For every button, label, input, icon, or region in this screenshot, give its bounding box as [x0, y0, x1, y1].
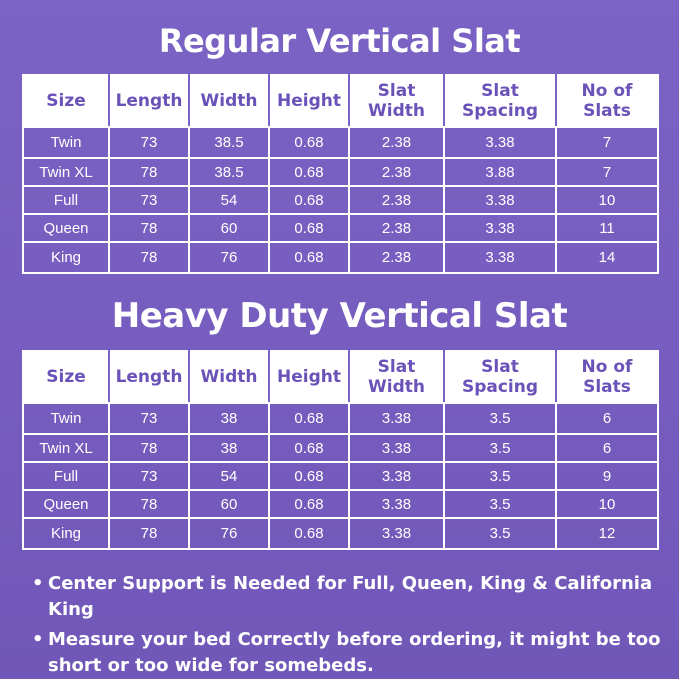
cell-slat-spacing: 3.38: [444, 186, 556, 214]
cell-slat-width: 3.38: [349, 490, 444, 518]
cell-length: 73: [109, 127, 189, 158]
cell-size: Twin: [23, 127, 109, 158]
cell-width: 38: [189, 434, 269, 462]
cell-width: 54: [189, 186, 269, 214]
cell-height: 0.68: [269, 242, 349, 273]
cell-width: 76: [189, 242, 269, 273]
cell-slat-spacing: 3.38: [444, 127, 556, 158]
bullet-icon: •: [32, 573, 44, 594]
cell-width: 38.5: [189, 127, 269, 158]
header-slat-spacing: Slat Spacing: [444, 75, 556, 127]
regular-slat-title: Regular Vertical Slat: [158, 22, 521, 60]
cell-slat-spacing: 3.38: [444, 242, 556, 273]
header-height: Height: [269, 75, 349, 127]
cell-length: 78: [109, 158, 189, 186]
table-row: [23, 186, 658, 214]
note-center-support: [32, 571, 662, 623]
heavy-duty-slat-table: [22, 350, 659, 550]
cell-width: 38: [189, 403, 269, 434]
cell-slat-width: 3.38: [349, 434, 444, 462]
cell-slat-spacing: 3.5: [444, 490, 556, 518]
bullet-icon: •: [32, 629, 44, 650]
cell-size: Twin: [23, 403, 109, 434]
cell-length: 78: [109, 518, 189, 549]
cell-slat-spacing: 3.5: [444, 518, 556, 549]
table-row: [23, 127, 658, 158]
cell-length: 78: [109, 434, 189, 462]
cell-width: 54: [189, 462, 269, 490]
cell-height: 0.68: [269, 186, 349, 214]
cell-slat-spacing: 3.5: [444, 403, 556, 434]
header-slat-width: Slat Width: [349, 351, 444, 403]
table-row: [23, 434, 658, 462]
cell-size: Twin XL: [23, 434, 109, 462]
cell-no-of-slats: 10: [556, 490, 658, 518]
cell-slat-width: 2.38: [349, 214, 444, 242]
table-header-row: [23, 351, 658, 403]
cell-length: 73: [109, 186, 189, 214]
cell-width: 60: [189, 214, 269, 242]
cell-slat-width: 3.38: [349, 518, 444, 549]
cell-length: 73: [109, 403, 189, 434]
table-row: [23, 518, 658, 549]
cell-no-of-slats: 6: [556, 434, 658, 462]
cell-no-of-slats: 10: [556, 186, 658, 214]
cell-length: 78: [109, 214, 189, 242]
cell-height: 0.68: [269, 434, 349, 462]
cell-height: 0.68: [269, 518, 349, 549]
cell-size: King: [23, 518, 109, 549]
cell-height: 0.68: [269, 403, 349, 434]
cell-slat-width: 3.38: [349, 462, 444, 490]
header-length: Length: [109, 351, 189, 403]
cell-slat-width: 2.38: [349, 242, 444, 273]
cell-height: 0.68: [269, 490, 349, 518]
cell-no-of-slats: 14: [556, 242, 658, 273]
cell-size: Queen: [23, 490, 109, 518]
cell-no-of-slats: 7: [556, 158, 658, 186]
cell-slat-width: 2.38: [349, 127, 444, 158]
cell-height: 0.68: [269, 462, 349, 490]
header-slat-spacing: Slat Spacing: [444, 351, 556, 403]
table-header-row: [23, 75, 658, 127]
note-text: Measure your bed Correctly before ordering, it might be too short or too wide for somebeds.: [48, 629, 661, 676]
header-no-of-slats: No of Slats: [556, 75, 658, 127]
cell-size: Full: [23, 186, 109, 214]
table-row: [23, 242, 658, 273]
header-slat-width: Slat Width: [349, 75, 444, 127]
cell-no-of-slats: 12: [556, 518, 658, 549]
cell-size: King: [23, 242, 109, 273]
table-row: [23, 462, 658, 490]
header-no-of-slats: No of Slats: [556, 351, 658, 403]
cell-slat-spacing: 3.5: [444, 434, 556, 462]
table-row: [23, 214, 658, 242]
cell-width: 76: [189, 518, 269, 549]
cell-slat-spacing: 3.88: [444, 158, 556, 186]
regular-slat-table: [22, 74, 659, 274]
cell-height: 0.68: [269, 127, 349, 158]
cell-size: Twin XL: [23, 158, 109, 186]
table-row: [23, 490, 658, 518]
cell-length: 73: [109, 462, 189, 490]
cell-size: Queen: [23, 214, 109, 242]
cell-length: 78: [109, 490, 189, 518]
heavy-duty-slat-title: Heavy Duty Vertical Slat: [111, 296, 568, 336]
notes-list: [32, 571, 662, 679]
cell-no-of-slats: 7: [556, 127, 658, 158]
header-width: Width: [189, 75, 269, 127]
cell-slat-width: 2.38: [349, 158, 444, 186]
cell-width: 38.5: [189, 158, 269, 186]
header-height: Height: [269, 351, 349, 403]
cell-height: 0.68: [269, 158, 349, 186]
header-size: Size: [23, 351, 109, 403]
cell-no-of-slats: 11: [556, 214, 658, 242]
note-text: Center Support is Needed for Full, Queen, King & California King: [48, 573, 653, 620]
cell-slat-spacing: 3.38: [444, 214, 556, 242]
cell-size: Full: [23, 462, 109, 490]
table-row: [23, 403, 658, 434]
cell-width: 60: [189, 490, 269, 518]
header-size: Size: [23, 75, 109, 127]
cell-length: 78: [109, 242, 189, 273]
table-row: [23, 158, 658, 186]
cell-no-of-slats: 9: [556, 462, 658, 490]
note-measure-bed: [32, 627, 662, 679]
cell-height: 0.68: [269, 214, 349, 242]
cell-slat-width: 3.38: [349, 403, 444, 434]
header-length: Length: [109, 75, 189, 127]
cell-no-of-slats: 6: [556, 403, 658, 434]
header-width: Width: [189, 351, 269, 403]
cell-slat-width: 2.38: [349, 186, 444, 214]
cell-slat-spacing: 3.5: [444, 462, 556, 490]
